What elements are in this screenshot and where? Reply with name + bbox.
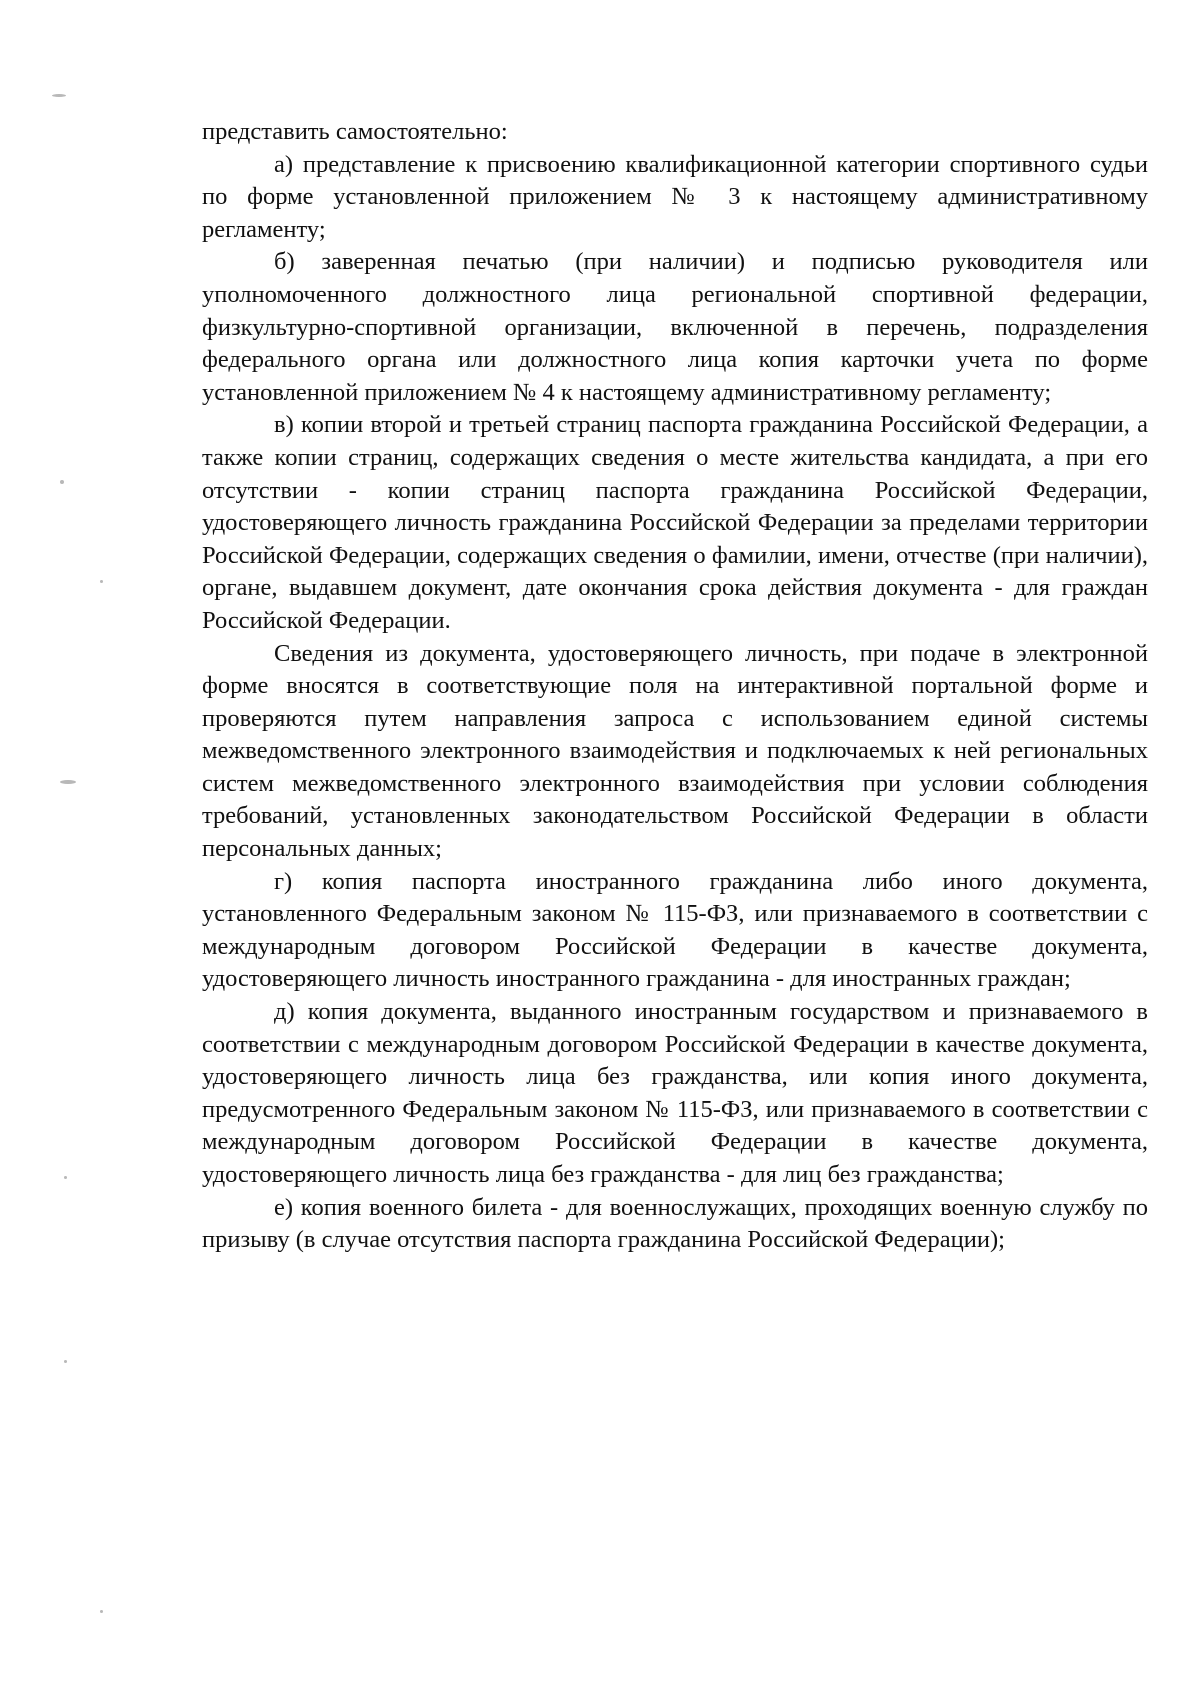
scan-speck	[60, 780, 76, 784]
paragraph-electronic-info: Сведения из документа, удостоверяющего личность, при подаче в электронной форме вносятся в соответствующие поля на интерактивной портальной форме и проверяются путем направления запроса с использованием единой системы межведомственного электронного взаимодействия и подключаемых к ней региональных систем межведомственного электронного взаимодействия при условии соблюдения требований, установленных законодательством Российской Федерации в области персональных данных;	[202, 639, 1148, 863]
scan-speck	[64, 1360, 67, 1363]
scan-speck	[100, 1610, 103, 1613]
scan-speck	[60, 480, 64, 484]
scan-speck	[52, 94, 66, 97]
paragraph-g: г) копия паспорта иностранного гражданина либо иного документа, установленного Федеральным законом № 115-ФЗ, или признаваемого в соответствии с международным договором Российской Федерации в качестве документа, удостоверяющего личность иностранного гражданина - для иностранных граждан;	[202, 867, 1148, 993]
scan-speck	[64, 1176, 67, 1179]
document-body	[202, 116, 1148, 1257]
paragraph-d: д) копия документа, выданного иностранным государством и признаваемого в соответствии с международным договором Российской Федерации в качестве документа, удостоверяющего личность лица без гражданства, или копия иного документа, предусмотренного Федеральным законом № 115-ФЗ, или признаваемого в соответствии с международным договором Российской Федерации в качестве документа, удостоверяющего личность лица без гражданства - для лиц без гражданства;	[202, 998, 1148, 1188]
paragraph-v: в) копии второй и третьей страниц паспорта гражданина Российской Федерации, а также копии страниц, содержащих сведения о месте жительства кандидата, а при его отсутствии - копии страниц паспорта гражданина Российской Федерации, удостоверяющего личность гражданина Российской Федерации за пределами территории Российской Федерации, содержащих сведения о фамилии, имени, отчестве (при наличии), органе, выдавшем документ, дате окончания срока действия документа - для граждан Российской Федерации.	[202, 411, 1148, 634]
paragraph-e: е) копия военного билета - для военнослужащих, проходящих военную службу по призыву (в случае отсутствия паспорта гражданина Российской Федерации);	[202, 1193, 1148, 1254]
paragraph-b: б) заверенная печатью (при наличии) и подписью руководителя или уполномоченного должностного лица региональной спортивной федерации, физкультурно-спортивной организации, включенной в перечень, подразделения федерального органа или должностного лица копия карточки учета по форме установленной приложением № 4 к настоящему административному регламенту;	[202, 248, 1148, 406]
scan-speck	[100, 580, 103, 583]
intro-line: представить самостоятельно:	[202, 118, 508, 145]
paragraph-a: а) представление к присвоению квалификационной категории спортивного судьи по форме установленной приложением № 3 к настоящему административному регламенту;	[202, 150, 1148, 243]
